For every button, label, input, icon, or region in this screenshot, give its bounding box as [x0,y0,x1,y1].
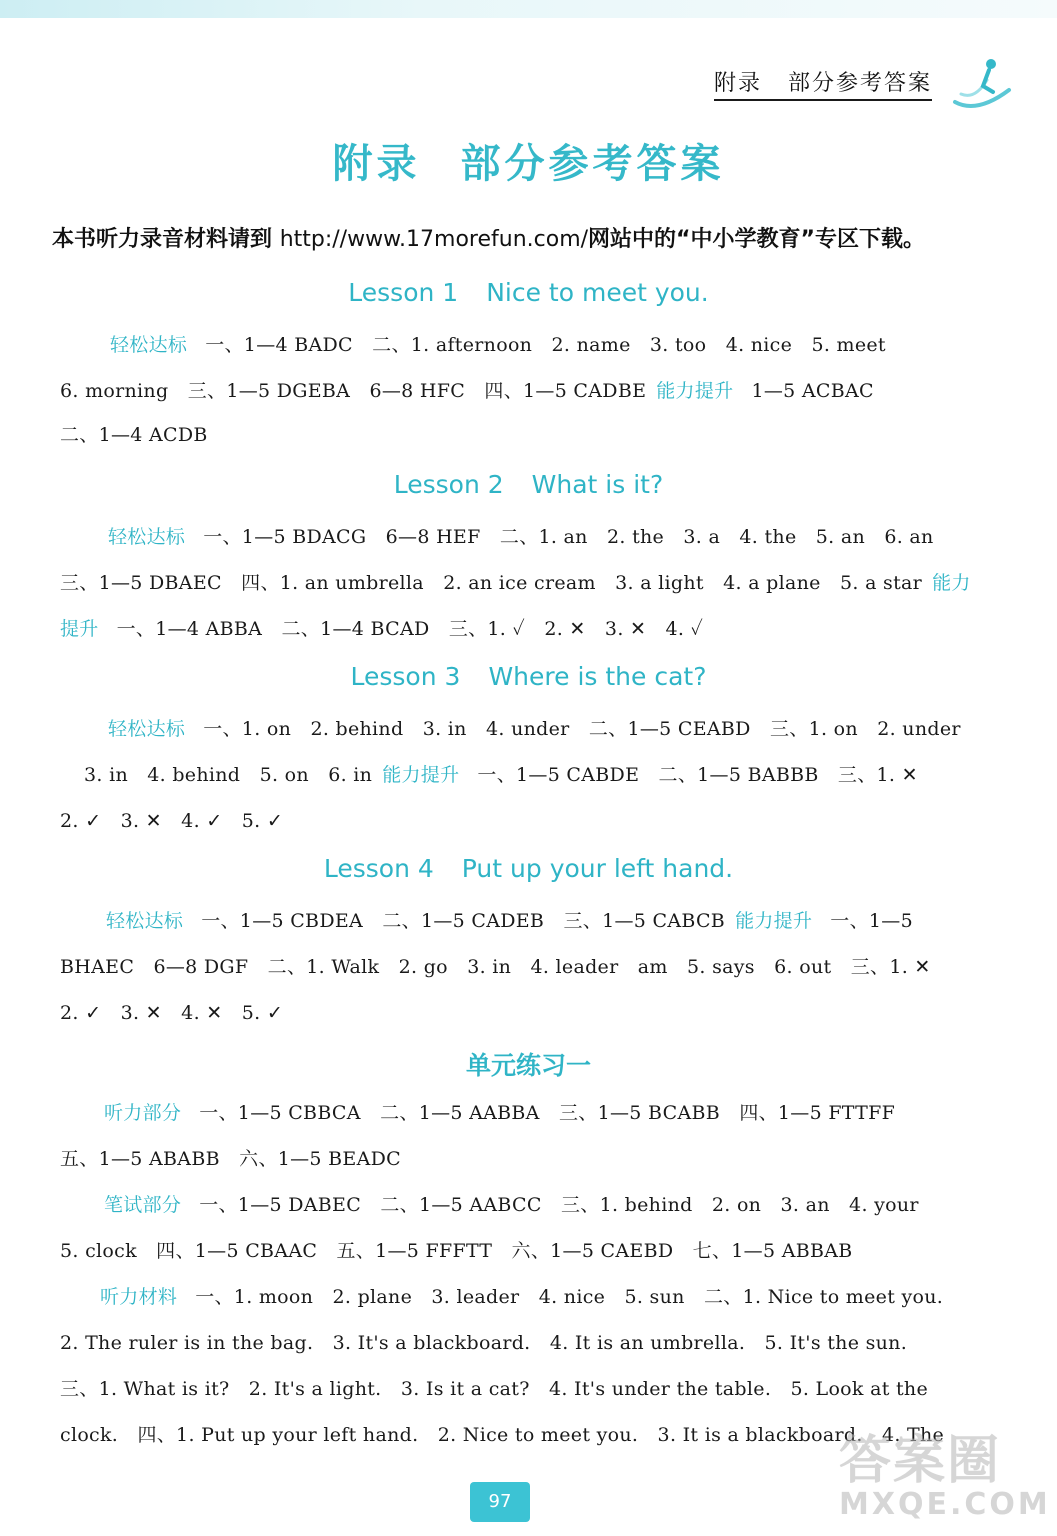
answer-text: 一、1—5 [830,910,913,932]
unit-1-heading: 单元练习一 [465,1051,591,1080]
answer-text: 一、1—5 CABDE 二、1—5 BABBB 三、1. ✕ [477,764,918,786]
answer-text: 一、1—5 BDACG 6—8 HEF 二、1. an 2. the 3. a 4. the 5. an 6. an [203,526,934,548]
title-part1: 附录 [332,140,421,187]
answer-line [106,906,1046,933]
lesson-number: Lesson 1 [348,278,459,307]
answer-text: 五、1—5 ABABB 六、1—5 BEADC [60,1148,401,1170]
answer-line [60,1144,1000,1171]
tag-easy: 轻松达标 [108,526,186,548]
answer-text: 一、1—4 ABBA 二、1—4 BCAD 三、1. ✓ 2. ✕ 3. ✕ 4. ✓ [116,618,704,640]
answer-text: 5. clock 四、1—5 CBAAC 五、1—5 FFFTT 六、1—5 CAEBD 七、1—5 ABBAB [60,1240,853,1262]
answer-line [108,714,1048,741]
answer-line [60,568,1000,595]
header-part1: 附录 [713,71,762,96]
notice-url[interactable]: http://www.17morefun.com/ [279,227,589,252]
title-part2: 部分参考答案 [460,140,725,187]
answer-line [110,330,1050,357]
answer-text: 1—5 ACBAC [751,380,874,402]
tag-listening: 听力部分 [104,1102,182,1124]
answer-line [60,1236,1000,1263]
lesson-3-heading [0,662,1057,691]
lesson-2-heading [0,470,1057,499]
answer-text: 一、1—5 CBBCA 二、1—5 AABBA 三、1—5 BCABB 四、1—5 FTTFF [199,1102,896,1124]
answer-line [60,1328,1000,1355]
tag-easy: 轻松达标 [110,334,188,356]
lesson-title: Put up your left hand. [461,854,734,883]
skier-decoration-icon [947,50,1017,120]
answer-line [104,1098,1044,1125]
answer-line [60,614,1000,641]
tag-improve-part1: 能力 [932,572,971,594]
tag-easy: 轻松达标 [106,910,184,932]
top-color-band [0,0,1057,18]
answer-text: 一、1—5 CBDEA 二、1—5 CADEB 三、1—5 CABCB [201,910,726,932]
lesson-title: Nice to meet you. [486,278,709,307]
answer-text: clock. 四、1. Put up your left hand. 2. Nice to meet you. 3. It is a blackboard. 4. The [60,1424,945,1446]
answer-text: 6. morning 三、1—5 DGEBA 6—8 HFC 四、1—5 CADBE [60,380,647,402]
header-part2: 部分参考答案 [787,71,932,96]
watermark-line2: MXQE.COM [839,1487,1051,1522]
answer-text: 2. ✓ 3. ✕ 4. ✕ 5. ✓ [60,1002,284,1024]
answer-line [60,998,1000,1025]
lesson-title: Where is the cat? [488,662,707,691]
answer-line [60,952,1000,979]
tag-improve: 能力提升 [382,764,460,786]
tag-written: 笔试部分 [104,1194,182,1216]
page-title [0,132,1057,189]
answer-text: 一、1. moon 2. plane 3. leader 4. nice 5. sun 二、1. Nice to meet you. [195,1286,944,1308]
answer-line [108,522,1048,549]
answer-line [60,806,1000,833]
answer-line [60,376,1000,403]
answer-line [84,760,1024,787]
tag-improve-part2: 提升 [60,618,99,640]
tag-improve: 能力提升 [656,380,734,402]
answer-text: 一、1. on 2. behind 3. in 4. under 二、1—5 CEABD 三、1. on 2. under [203,718,961,740]
watermark-logo [839,1418,1051,1528]
answer-line [60,420,1000,447]
lesson-number: Lesson 2 [393,470,504,499]
notice-prefix: 本书听力录音材料请到 [52,227,273,252]
lesson-number: Lesson 3 [350,662,461,691]
watermark-line1: 答案圈 [839,1431,1002,1491]
answer-text: 一、1—4 BADC 二、1. afternoon 2. name 3. too 4. nice 5. meet [205,334,886,356]
answer-text: 二、1—4 ACDB [60,424,208,446]
answer-text: 三、1. What is it? 2. It's a light. 3. Is it a cat? 4. It's under the table. 5. Look at the [60,1378,928,1400]
answer-text: 2. ✓ 3. ✕ 4. ✓ 5. ✓ [60,810,284,832]
answer-line [104,1190,1044,1217]
lesson-4-heading [0,854,1057,883]
answer-text: 2. The ruler is in the bag. 3. It's a blackboard. 4. It is an umbrella. 5. It's the sun. [60,1332,908,1354]
answer-line [100,1282,1040,1309]
answer-text: BHAEC 6—8 DGF 二、1. Walk 2. go 3. in 4. leader am 5. says 6. out 三、1. ✕ [60,956,931,978]
tag-improve: 能力提升 [735,910,813,932]
answer-text: 一、1—5 DABEC 二、1—5 AABCC 三、1. behind 2. on 3. an 4. your [199,1194,919,1216]
answer-text: 3. in 4. behind 5. on 6. in [84,764,373,786]
tag-easy: 轻松达标 [108,718,186,740]
answer-line [60,1374,1000,1401]
answer-text: 三、1—5 DBAEC 四、1. an umbrella 2. an ice cream 3. a light 4. a plane 5. a star [60,572,923,594]
lesson-title: What is it? [531,470,664,499]
running-header [714,66,932,101]
lesson-1-heading [0,278,1057,307]
tag-material: 听力材料 [100,1286,178,1308]
download-notice [52,222,1012,253]
lesson-number: Lesson 4 [323,854,434,883]
page-number: 97 [470,1482,530,1522]
notice-suffix: 网站中的“中小学教育”专区下载。 [588,227,925,252]
